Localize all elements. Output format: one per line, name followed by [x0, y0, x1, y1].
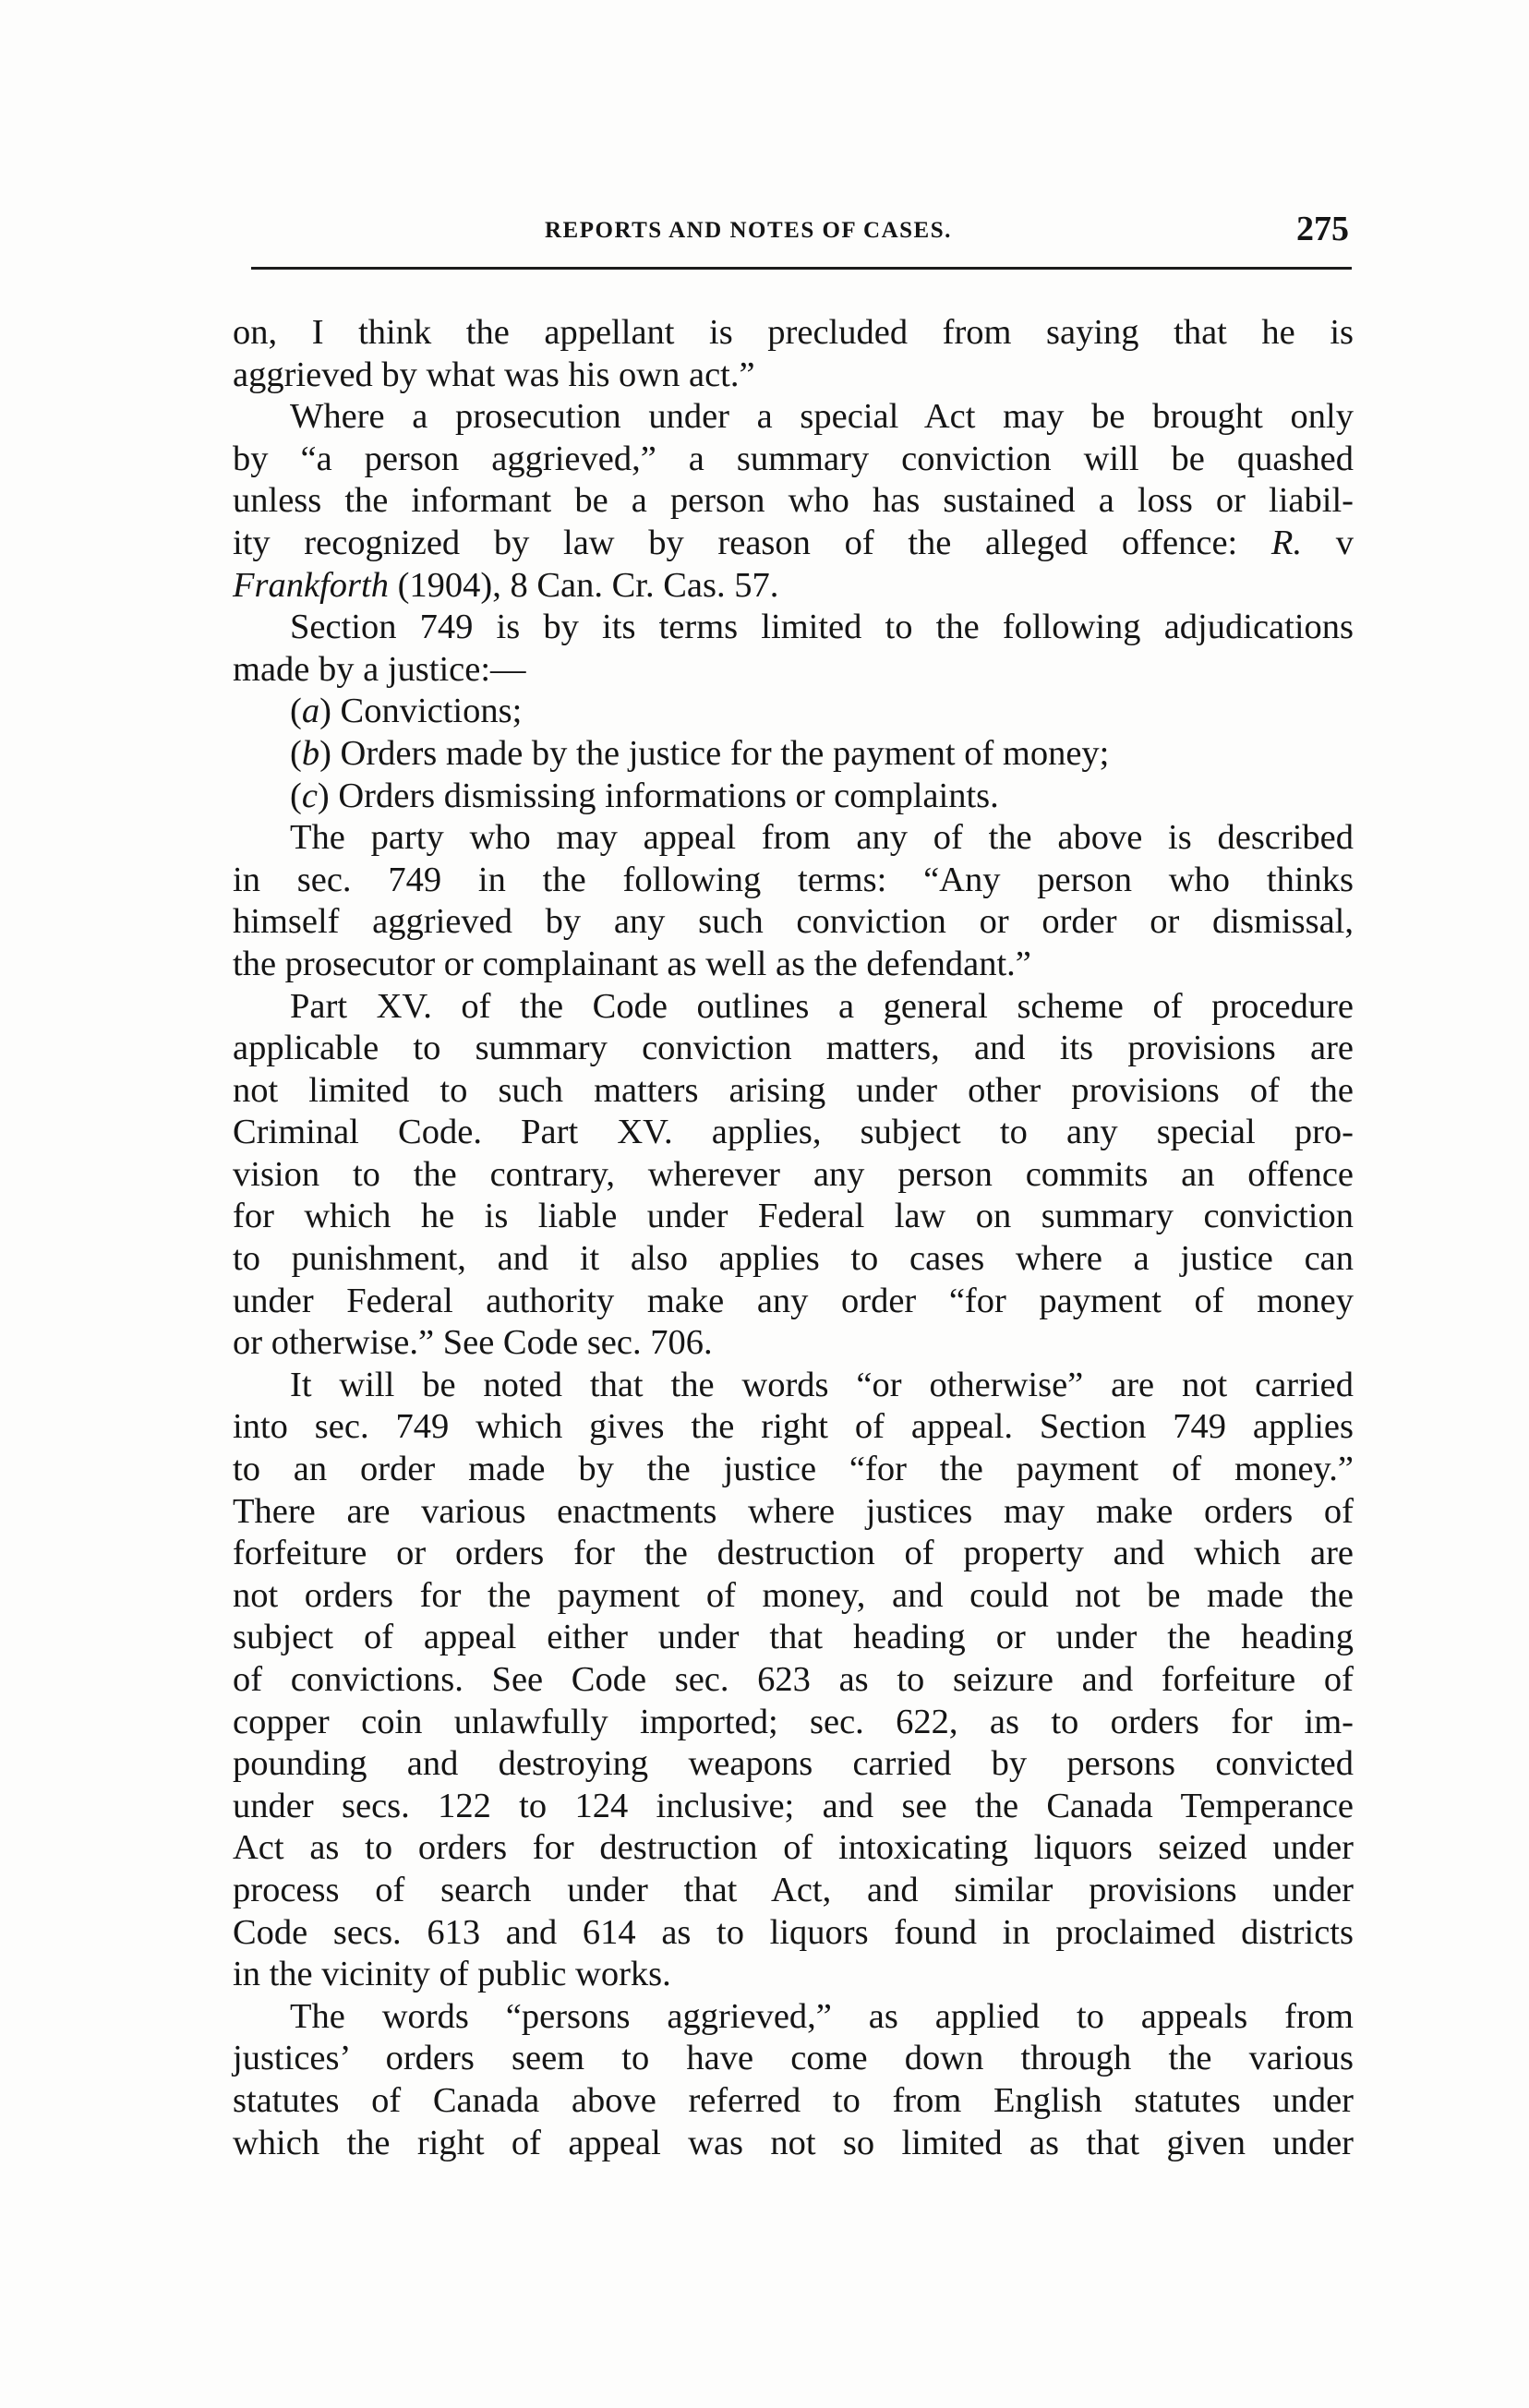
text-line: copper coin unlawfully imported; sec. 622, as to orders for im- [233, 1702, 1354, 1741]
paragraph-p9 [233, 1365, 1354, 1996]
paragraph-p8 [233, 986, 1354, 1365]
text-line: of convictions. See Code sec. 623 as to seizure and forfeiture of [233, 1660, 1354, 1699]
text-line: the prosecutor or complainant as well as the defendant.” [233, 944, 1031, 983]
text-line: aggrieved by what was his own act.” [233, 355, 755, 394]
text-line: (a) Convictions; [290, 692, 523, 731]
text-line: by “a person aggrieved,” a summary conviction will be quashed [233, 439, 1354, 478]
text-line: to punishment, and it also applies to cases where a justice can [233, 1239, 1354, 1279]
paragraph-p4 [233, 691, 1354, 733]
text-line: justices’ orders seem to have come down through the various [233, 2039, 1354, 2078]
paragraph-p1 [233, 312, 1354, 396]
text-line: Act as to orders for destruction of intoxicating liquors seized under [233, 1828, 1354, 1868]
text-line: subject of appeal either under that heading or under the heading [233, 1618, 1354, 1657]
text-line: or otherwise.” See Code sec. 706. [233, 1323, 713, 1363]
paragraph-p10 [233, 1996, 1354, 2164]
running-head [249, 211, 1353, 257]
paragraph-p2 [233, 396, 1354, 607]
text-line: on, I think the appellant is precluded from saying that he is [233, 313, 1354, 352]
text-line: in the vicinity of public works. [233, 1955, 671, 1994]
text-line: Criminal Code. Part XV. applies, subject to any special pro- [233, 1113, 1354, 1152]
text-line: Frankforth (1904), 8 Can. Cr. Cas. 57. [233, 565, 779, 605]
text-line: in sec. 749 in the following terms: “Any person who thinks [233, 860, 1354, 899]
text-line: The party who may appeal from any of the above is described [290, 818, 1354, 858]
text-line: under secs. 122 to 124 inclusive; and see the Canada Temperance [233, 1786, 1354, 1825]
text-line: There are various enactments where justices may make orders of [233, 1491, 1354, 1531]
text-line: made by a justice:— [233, 649, 526, 689]
text-line: statutes of Canada above referred to from English statutes under [233, 2080, 1354, 2120]
text-line: It will be noted that the words “or otherwise” are not carried [290, 1365, 1354, 1404]
text-line: Where a prosecution under a special Act may be brought only [290, 397, 1354, 437]
text-line: ity recognized by law by reason of the alleged offence: R. v [233, 523, 1354, 562]
paragraph-p5 [233, 733, 1354, 776]
running-title: REPORTS AND NOTES OF CASES. [545, 218, 952, 243]
text-line: Code secs. 613 and 614 as to liquors found in proclaimed districts [233, 1912, 1354, 1952]
text-line: vision to the contrary, wherever any person commits an offence [233, 1154, 1354, 1194]
text-line: The words “persons aggrieved,” as applied to appeals from [290, 1996, 1354, 2036]
body-text [233, 312, 1354, 2164]
text-line: Part XV. of the Code outlines a general scheme of procedure [290, 986, 1354, 1026]
paragraph-p7 [233, 817, 1354, 985]
text-line: to an order made by the justice “for the payment of money.” [233, 1450, 1354, 1489]
paragraph-p3 [233, 607, 1354, 691]
text-line: not orders for the payment of money, and could not be made the [233, 1575, 1354, 1615]
text-line: not limited to such matters arising under other provisions of the [233, 1070, 1354, 1110]
header-rule [251, 267, 1352, 270]
paragraph-p6 [233, 776, 1354, 818]
text-line: himself aggrieved by any such conviction or order or dismissal, [233, 902, 1354, 942]
text-line: which the right of appeal was not so limited as that given under [233, 2123, 1354, 2162]
text-line: under Federal authority make any order “for payment of money [233, 1281, 1354, 1320]
text-line: unless the informant be a person who has sustained a loss or liabil- [233, 481, 1354, 521]
text-line: Section 749 is by its terms limited to the following adjudications [290, 608, 1354, 647]
text-line: for which he is liable under Federal law on summary conviction [233, 1197, 1354, 1236]
text-line: (b) Orders made by the justice for the payment of money; [290, 733, 1110, 773]
text-line: (c) Orders dismissing informations or complaints. [290, 776, 999, 815]
text-line: pounding and destroying weapons carried by persons convicted [233, 1744, 1354, 1784]
text-line: process of search under that Act, and similar provisions under [233, 1870, 1354, 1909]
text-line: into sec. 749 which gives the right of appeal. Section 749 applies [233, 1407, 1354, 1447]
page-number: 275 [1296, 210, 1349, 248]
text-line: forfeiture or orders for the destruction of property and which are [233, 1534, 1354, 1573]
text-line: applicable to summary conviction matters, and its provisions are [233, 1029, 1354, 1068]
